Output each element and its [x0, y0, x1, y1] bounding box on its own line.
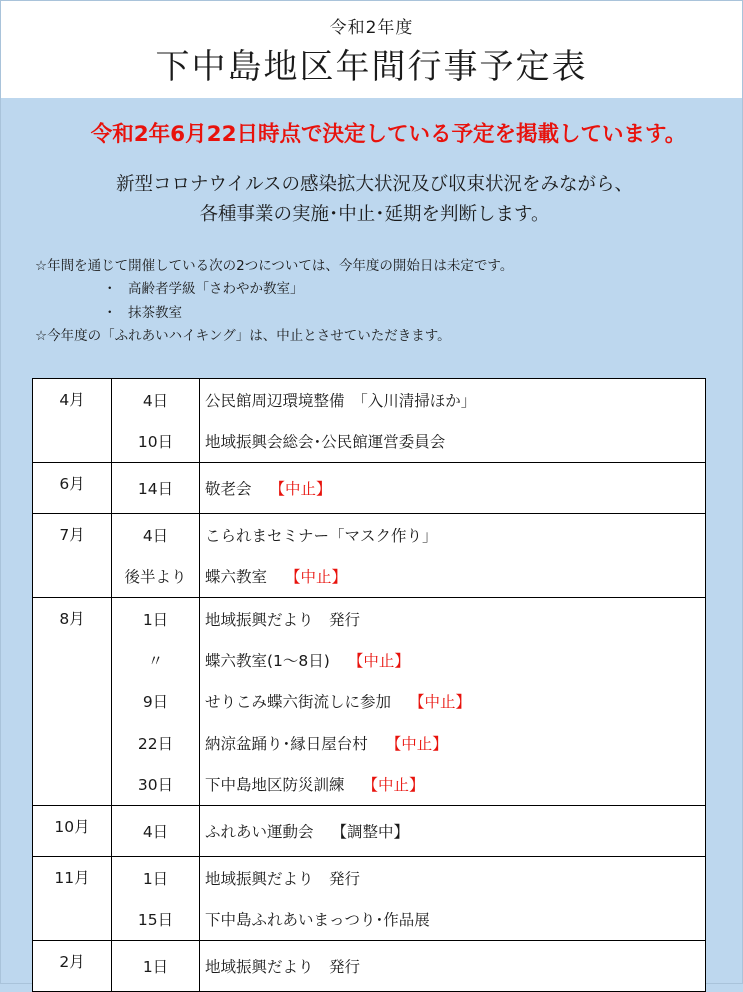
- schedule-row: [33, 722, 706, 763]
- note-bullet-text: 抹茶教室: [128, 304, 182, 321]
- schedule-row: [33, 514, 706, 556]
- schedule-row: [33, 764, 706, 806]
- page-title: 下中島地区年間行事予定表: [155, 47, 588, 87]
- day-cell: 1日: [112, 597, 200, 639]
- event-cell: [200, 639, 706, 680]
- day-cell: 1日: [112, 857, 200, 899]
- day-cell: 4日: [112, 805, 200, 856]
- day-cell: 〃: [112, 639, 200, 680]
- event-cell: [200, 597, 706, 639]
- day-cell: 4日: [112, 379, 200, 421]
- event-cell: [200, 420, 706, 462]
- schedule-row: [33, 857, 706, 899]
- event-name: 納涼盆踊り･縁日屋台村: [205, 734, 368, 753]
- day-cell: 15日: [112, 899, 200, 941]
- day-cell: 後半より: [112, 556, 200, 598]
- event-status-badge: 【中止】: [347, 652, 410, 671]
- event-name: ふれあい運動会: [205, 823, 314, 842]
- event-status-badge: 【中止】: [269, 479, 332, 498]
- event-cell: [200, 941, 706, 992]
- schedule-row: [33, 681, 706, 722]
- month-cell: 4月: [33, 379, 112, 463]
- event-name: 敬老会: [205, 479, 252, 498]
- event-cell: [200, 462, 706, 513]
- event-cell: [200, 556, 706, 598]
- day-cell: 30日: [112, 764, 200, 806]
- day-cell: 10日: [112, 420, 200, 462]
- note-line-1: ☆年間を通じて開催している次の2つについては、今年度の開始日は未定です。: [35, 258, 514, 274]
- event-name: 蝶六教室: [205, 568, 268, 587]
- event-cell: [200, 805, 706, 856]
- schedule-row: [33, 899, 706, 941]
- event-name: 地域振興だより 発行: [205, 869, 361, 888]
- event-cell: [200, 764, 706, 806]
- event-cell: [200, 514, 706, 556]
- event-cell: [200, 722, 706, 763]
- bullet-dot-icon: ・: [103, 281, 117, 298]
- event-name: 下中島ふれあいまっつり･作品展: [205, 911, 430, 930]
- schedule-table: [32, 378, 706, 992]
- event-cell: [200, 899, 706, 941]
- schedule-row: [33, 941, 706, 992]
- schedule-row: [33, 462, 706, 513]
- schedule-row: [33, 420, 706, 462]
- event-cell: [200, 681, 706, 722]
- month-cell: 2月: [33, 941, 112, 992]
- event-status-badge: 【中止】: [409, 693, 472, 712]
- day-cell: 1日: [112, 941, 200, 992]
- event-status-badge: 【調整中】: [331, 823, 410, 842]
- schedule-row: [33, 597, 706, 639]
- event-status-badge: 【中止】: [285, 568, 348, 587]
- month-cell: 6月: [33, 462, 112, 513]
- event-name: こられまセミナー「マスク作り」: [205, 526, 438, 545]
- header-subtitle: 令和2年度: [329, 18, 414, 38]
- event-name: せりこみ蝶六街流しに参加: [205, 693, 392, 712]
- event-name: 下中島地区防災訓練: [205, 776, 345, 795]
- month-cell: 10月: [33, 805, 112, 856]
- day-cell: 9日: [112, 681, 200, 722]
- event-name: 蝶六教室(1～8日): [205, 652, 330, 671]
- event-status-badge: 【中止】: [362, 776, 425, 795]
- bullet-dot-icon: ・: [103, 304, 117, 321]
- schedule-row: [33, 639, 706, 680]
- covid-message-line-1: 新型コロナウイルスの感染拡大状況及び収束状況をみながら、: [116, 174, 633, 195]
- event-name: 地域振興だより 発行: [205, 958, 361, 977]
- event-name: 地域振興会総会･公民館運営委員会: [205, 433, 446, 452]
- event-cell: [200, 857, 706, 899]
- covid-message: [0, 170, 743, 230]
- covid-message-line-2: 各種事業の実施･中止･延期を判断します。: [199, 204, 550, 225]
- notes: [35, 255, 513, 348]
- month-cell: 8月: [33, 597, 112, 805]
- note-bullet-text: 高齢者学級「さわやか教室」: [128, 281, 304, 298]
- event-name: 公民館周辺環境整備 「入川清掃ほか」: [205, 391, 477, 410]
- month-cell: 7月: [33, 514, 112, 598]
- event-name: 地域振興だより 発行: [205, 610, 361, 629]
- note-bullet-item: [35, 302, 513, 325]
- schedule-body: [33, 379, 706, 992]
- event-status-badge: 【中止】: [385, 734, 448, 753]
- note-line-2: ☆今年度の「ふれあいハイキング」は、中止とさせていただきます。: [35, 327, 451, 344]
- note-bullet-item: [35, 278, 513, 301]
- day-cell: 22日: [112, 722, 200, 763]
- event-cell: [200, 379, 706, 421]
- update-notice: 令和2年6月22日時点で決定している予定を掲載しています。: [90, 122, 687, 147]
- header: [1, 1, 742, 98]
- schedule-row: [33, 805, 706, 856]
- day-cell: 14日: [112, 462, 200, 513]
- schedule-row: [33, 379, 706, 421]
- schedule-row: [33, 556, 706, 598]
- month-cell: 11月: [33, 857, 112, 941]
- day-cell: 4日: [112, 514, 200, 556]
